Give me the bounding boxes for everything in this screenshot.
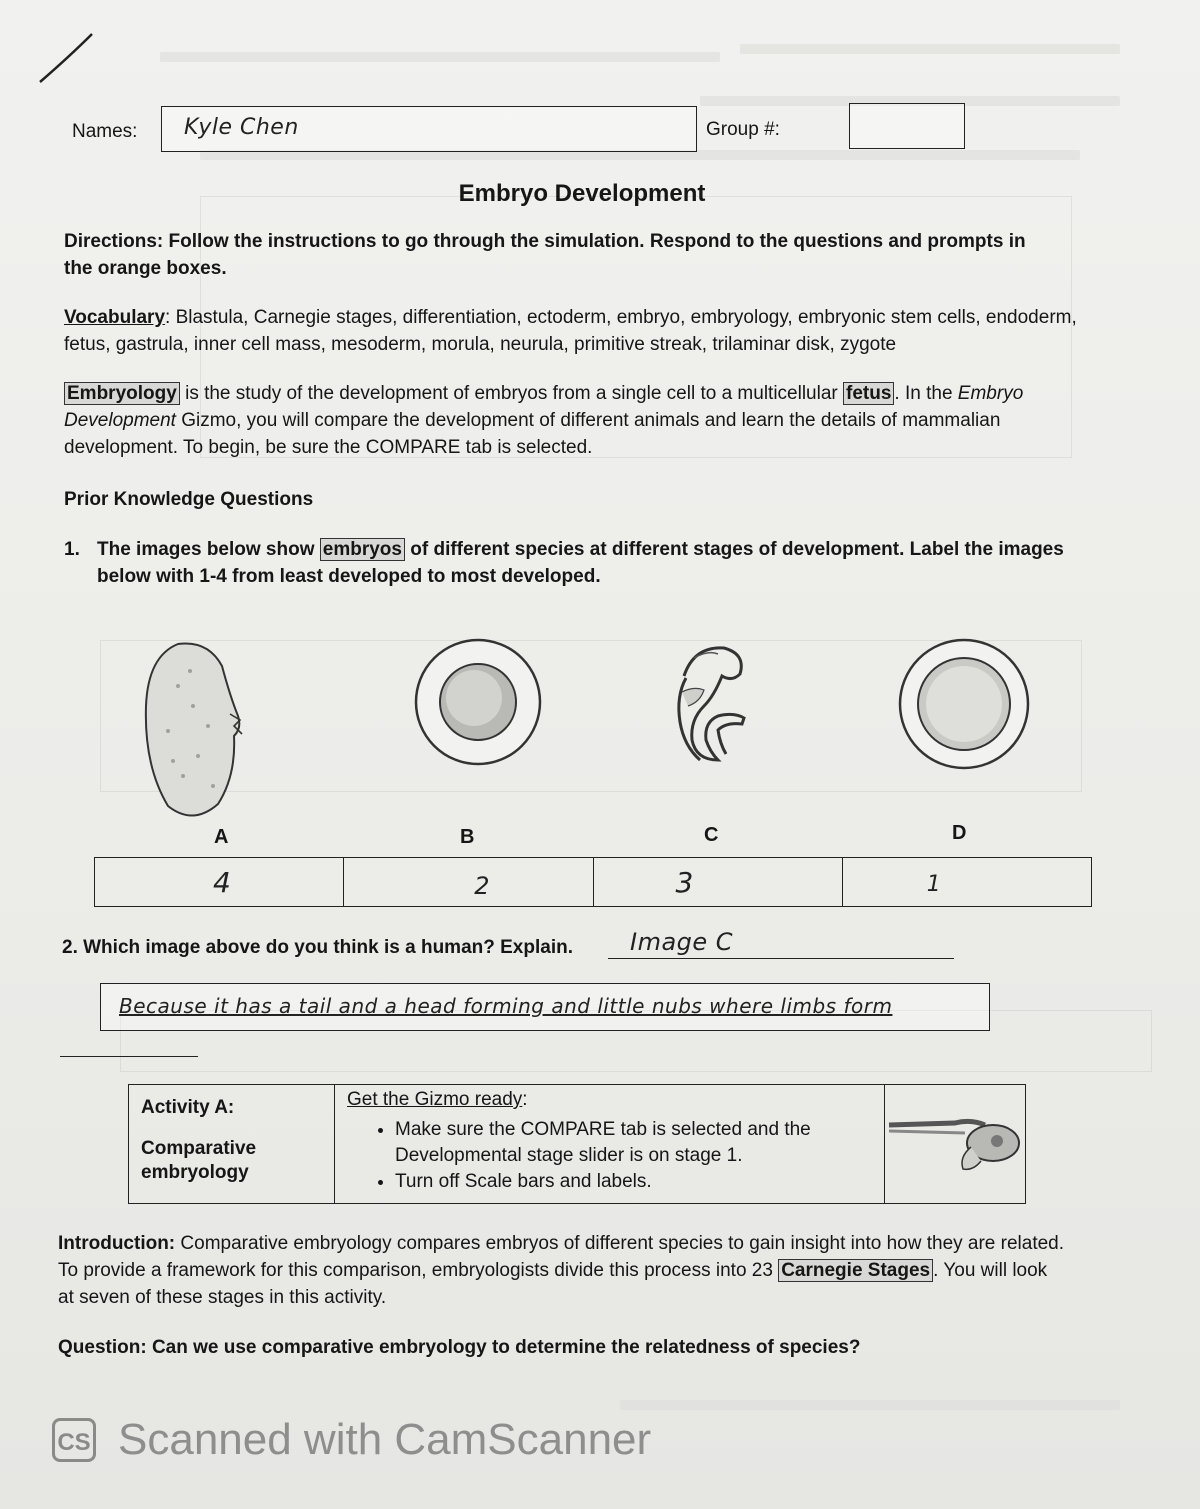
image-label-b: B <box>460 826 475 848</box>
q2-text: 2. Which image above do you think is a human? Explain. <box>62 937 573 958</box>
embryology-intro <box>64 380 1084 461</box>
introduction-text: Comparative embryology compares embryos of different species to gain insight into how they are related. To provide a framework for this comparison, embryologists divide this process into 23 <box>58 1233 1065 1281</box>
introduction-text: . You will look at seven of these stages in this activity. <box>58 1260 1048 1308</box>
image-label-c: C <box>704 824 719 846</box>
vocabulary-block <box>64 304 1114 358</box>
activity-title-cell <box>129 1085 335 1203</box>
ranking-cell-a[interactable] <box>95 858 344 906</box>
gizmo-ready-label: Get the Gizmo ready <box>347 1089 523 1110</box>
gizmo-name: Embryo Development <box>64 383 1024 431</box>
prior-knowledge-heading: Prior Knowledge Questions <box>64 489 314 510</box>
vocabulary-label: Vocabulary <box>64 307 166 328</box>
q2-continuation-line <box>60 1056 198 1057</box>
embryo-thumbnail <box>885 1085 1025 1201</box>
ranking-cell-c[interactable] <box>594 858 843 906</box>
q2-explanation-box[interactable] <box>100 983 990 1031</box>
term-embryos[interactable]: embryos <box>320 538 405 561</box>
group-field[interactable] <box>849 103 965 149</box>
q1-text <box>97 536 1107 590</box>
activity-bullets <box>347 1117 872 1195</box>
ranking-cell-b[interactable] <box>344 858 593 906</box>
image-label-d: D <box>952 822 967 844</box>
ranking-answer-b: 2 <box>474 872 491 900</box>
embryo-image-b <box>412 636 544 768</box>
names-value: Kyle Chen <box>184 115 299 140</box>
ranking-answer-c: 3 <box>675 866 694 899</box>
camscanner-watermark: Scanned with CamScanner <box>118 1415 652 1464</box>
activity-a-panel <box>128 1084 1026 1204</box>
bleed-through <box>620 1400 1120 1410</box>
term-fetus[interactable]: fetus <box>843 382 894 405</box>
activity-image-cell <box>885 1085 1025 1203</box>
q2-answer-long: Because it has a tail and a head forming and little nubs where limbs form <box>119 994 893 1018</box>
q1-text-part: of different species at different stages of development. Label the images below with 1-4 from least developed to most developed. <box>97 539 1064 587</box>
intro-text: is the study of the development of embryos from a single cell to a multicellular <box>179 383 844 404</box>
group-label: Group #: <box>706 119 780 140</box>
vocabulary-terms: : Blastula, Carnegie stages, differentiation, ectoderm, embryo, embryology, embryonic stem cells, endoderm, fetus, gastrula, inner cell mass, mesoderm, morula, neurula, primitive streak, trilaminar disk, zygote <box>64 307 1077 355</box>
ranking-table <box>94 857 1092 907</box>
names-field[interactable] <box>161 106 697 152</box>
activity-question: Question: Can we use comparative embryology to determine the relatedness of species? <box>58 1337 861 1358</box>
ranking-answer-a: 4 <box>213 866 232 899</box>
activity-subtitle: Comparative embryology <box>141 1138 257 1183</box>
q2-answer-line <box>608 958 954 959</box>
q1-text-part: The images below show <box>97 539 320 560</box>
camscanner-logo-icon: CS <box>52 1418 96 1462</box>
bleed-through <box>160 52 720 62</box>
intro-text: Gizmo, you will compare the development of different animals and learn the details of mammalian development. To begin, be sure the COMPARE tab is selected. <box>64 410 1001 458</box>
activity-instructions-cell <box>335 1085 885 1203</box>
introduction-label: Introduction: <box>58 1233 176 1254</box>
image-label-a: A <box>214 826 229 848</box>
ranking-answer-d: 1 <box>926 872 942 897</box>
names-label: Names: <box>72 121 138 142</box>
gizmo-ready-colon: : <box>522 1089 528 1110</box>
introduction-block <box>58 1230 1068 1311</box>
pen-stroke <box>30 26 100 88</box>
ranking-cell-d[interactable] <box>843 858 1091 906</box>
embryo-image-d <box>894 636 1034 772</box>
embryo-image-c <box>654 636 754 768</box>
activity-title: Activity A: <box>141 1097 235 1118</box>
bleed-through <box>740 44 1120 54</box>
page-title: Embryo Development <box>458 180 706 207</box>
bullet-item: • Turn off Scale bars and labels. <box>395 1169 872 1195</box>
term-embryology[interactable]: Embryology <box>64 382 180 405</box>
term-carnegie-stages[interactable]: Carnegie Stages <box>778 1259 933 1282</box>
directions-text: Directions: Follow the instructions to go through the simulation. Respond to the questions and prompts in the orange boxes. <box>64 231 1026 279</box>
intro-text: . In the <box>894 383 958 404</box>
embryo-image-a <box>138 636 248 826</box>
q1-number: 1. <box>64 539 80 560</box>
bullet-item: • Make sure the COMPARE tab is selected and the Developmental stage slider is on stage 1. <box>395 1117 872 1169</box>
q2-answer-short[interactable]: Image C <box>630 928 734 956</box>
